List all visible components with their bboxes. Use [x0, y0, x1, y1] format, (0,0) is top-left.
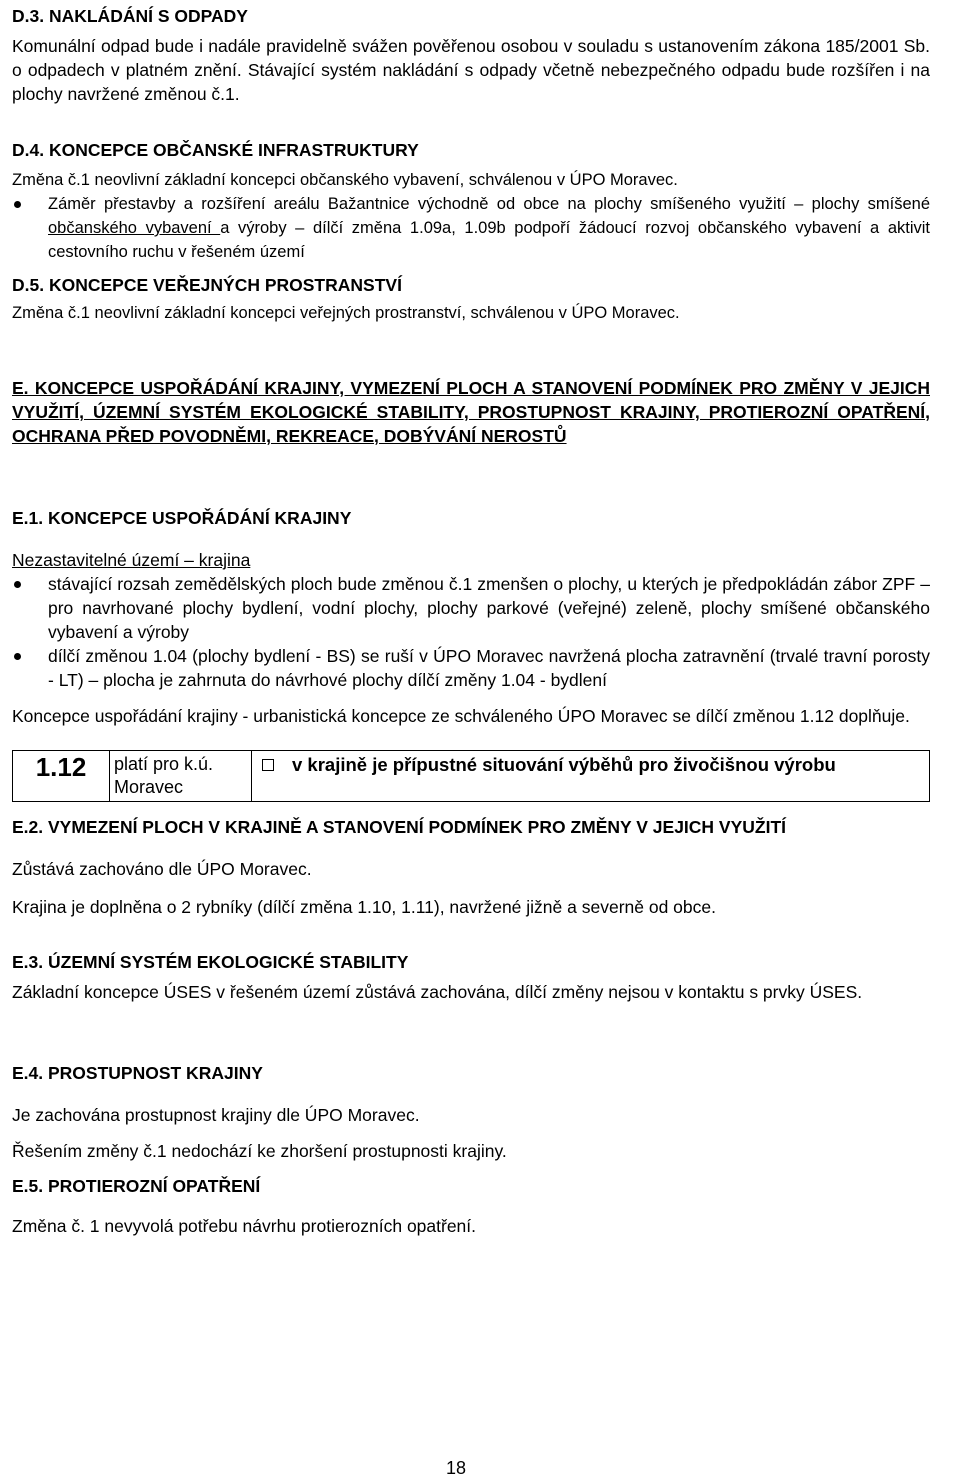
change-table	[12, 750, 930, 802]
paragraph-e2-2: Krajina je doplněna o 2 rybníky (dílčí změna 1.10, 1.11), navržené jižně a severně od obce.	[12, 897, 716, 917]
bullet-text: stávající rozsah zemědělských ploch bude změnou č.1 zmenšen o plochy, u kterých je předpokládán zábor ZPF – pro navrhované plochy bydlení, vodní plochy, plochy parkové (veřejné) zeleně, plochy smíšené občanského vybavení a výroby	[48, 574, 930, 642]
change-rule-text: v krajině je přípustné situování výběhů pro živočišnou výrobu	[292, 754, 836, 775]
paragraph-e4-2: Řešením změny č.1 nedochází ke zhoršení prostupnosti krajiny.	[12, 1141, 507, 1161]
bullet-text-a: Záměr přestavby a rozšíření areálu Bažantnice východně od obce na plochy smíšeného využití – plochy smíšené	[48, 195, 930, 213]
paragraph-e5: Změna č. 1 nevyvolá potřebu návrhu protierozních opatření.	[12, 1216, 477, 1236]
section-e5	[12, 1174, 930, 1238]
heading-d5: D.5. KONCEPCE VEŘEJNÝCH PROSTRANSTVÍ	[12, 275, 402, 295]
heading-d3: D.3. NAKLÁDÁNÍ S ODPADY	[12, 6, 248, 26]
change-d5: Změna č.1 neovlivní základní koncepci veřejných prostranství, schválenou v ÚPO Moravec.	[12, 304, 680, 322]
bullet-text-underlined: občanského vybavení	[48, 219, 221, 237]
subheading-e1: Nezastavitelné území – krajina	[12, 550, 251, 570]
paragraph-e4-1: Je zachována prostupnost krajiny dle ÚPO Moravec.	[12, 1105, 420, 1125]
paragraph-e1: Koncepce uspořádání krajiny - urbanistická koncepce ze schváleného ÚPO Moravec se dílčí změnou 1.12 doplňuje.	[12, 706, 910, 726]
bullet-dot-icon	[14, 581, 21, 588]
bullet-dot-icon	[14, 201, 21, 208]
change-number: 1.12	[13, 751, 110, 802]
heading-e1: E.1. KONCEPCE USPOŘÁDÁNÍ KRAJINY	[12, 508, 352, 528]
bullet-item	[12, 572, 930, 644]
section-e	[12, 376, 930, 448]
bullet-text-b: a výroby – dílčí změna 1.09a, 1.09b podpoří žádoucí rozvoj občanského vybavení a aktivit cestovního ruchu v řešeném území	[48, 219, 930, 261]
section-e4	[12, 1061, 930, 1163]
section-d3	[12, 4, 930, 106]
heading-e3: E.3. ÚZEMNÍ SYSTÉM EKOLOGICKÉ STABILITY	[12, 952, 409, 972]
change-applies: platí pro k.ú. Moravec	[110, 751, 252, 802]
bullet-dot-icon	[14, 653, 21, 660]
bullet-text: dílčí změnou 1.04 (plochy bydlení - BS) se ruší v ÚPO Moravec navržená plocha zatravnění (trvalé travní porosty - LT) – plocha je zahrnuta do návrhové plochy dílčí změny 1.04 - bydlení	[48, 646, 930, 690]
change-rule	[252, 751, 930, 802]
paragraph-d3: Komunální odpad bude i nadále pravidelně svážen pověřenou osobou v souladu s ustanovením zákona 185/2001 Sb. o odpadech v platném znění. Stávající systém nakládání s odpady včetně nebezpečného odpadu bude rozšířen i na plochy navržené změnou č.1.	[12, 36, 930, 104]
heading-e: E. KONCEPCE USPOŘÁDÁNÍ KRAJINY, VYMEZENÍ PLOCH A STANOVENÍ PODMÍNEK PRO ZMĚNY V JEJICH VYUŽITÍ, ÚZEMNÍ SYSTÉM EKOLOGICKÉ STABILITY, PROSTUPNOST KRAJINY, PROTIEROZNÍ OPATŘENÍ, OCHRANA PŘED POVODNĚMI, REKREACE, DOBÝVÁNÍ NEROSTŮ	[12, 378, 930, 446]
section-e3	[12, 950, 930, 1004]
heading-e5: E.5. PROTIEROZNÍ OPATŘENÍ	[12, 1176, 261, 1196]
section-d4	[12, 138, 930, 264]
bullet-item	[12, 644, 930, 692]
checkbox-square-icon	[262, 759, 274, 771]
paragraph-e2-1: Zůstává zachováno dle ÚPO Moravec.	[12, 859, 312, 879]
heading-e4: E.4. PROSTUPNOST KRAJINY	[12, 1063, 263, 1083]
section-e2	[12, 815, 930, 919]
change-d4: Změna č.1 neovlivní základní koncepci občanského vybavení, schválenou v ÚPO Moravec.	[12, 171, 678, 189]
heading-d4: D.4. KONCEPCE OBČANSKÉ INFRASTRUKTURY	[12, 140, 419, 160]
paragraph-e3: Základní koncepce ÚSES v řešeném území zůstává zachována, dílčí změny nejsou v kontaktu s prvky ÚSES.	[12, 982, 863, 1002]
heading-e2: E.2. VYMEZENÍ PLOCH V KRAJINĚ A STANOVENÍ PODMÍNEK PRO ZMĚNY V JEJICH VYUŽITÍ	[12, 817, 787, 837]
section-e1	[12, 506, 930, 728]
bullet-item	[12, 192, 930, 264]
table-row	[13, 751, 930, 802]
page-number: 18	[446, 1458, 467, 1478]
section-d5	[12, 273, 930, 325]
